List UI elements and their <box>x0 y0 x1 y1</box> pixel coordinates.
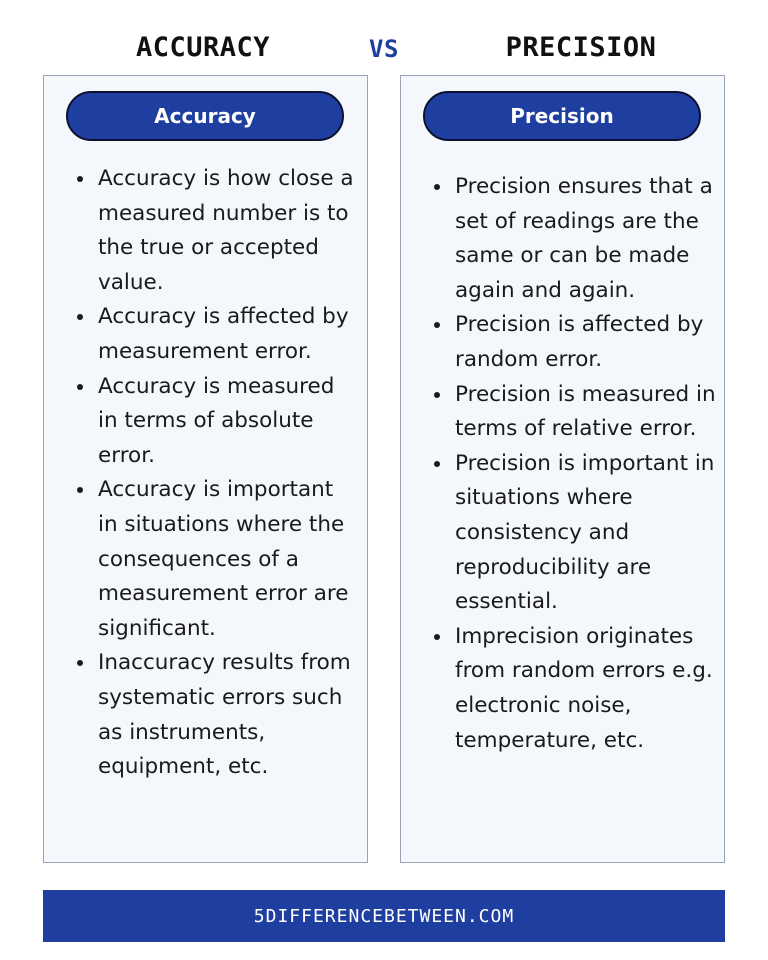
list-item: • Precision ensures that a set of readings are the same or can be made again and again. <box>453 170 716 308</box>
list-item: • Precision is measured in terms of relative error. <box>453 378 716 447</box>
list-item: • Precision is important in situations where consistency and reproducibility are essential. <box>453 447 716 620</box>
precision-title: PRECISION <box>505 32 657 63</box>
accuracy-heading: Accuracy <box>66 91 344 141</box>
list-item: • Accuracy is important in situations where the consequences of a measurement error are significant. <box>96 473 359 646</box>
accuracy-list <box>44 162 367 785</box>
list-item: • Accuracy is how close a measured number is to the true or accepted value. <box>96 162 359 300</box>
list-item: • Precision is affected by random error. <box>453 308 716 377</box>
list-item: • Accuracy is measured in terms of absolute error. <box>96 370 359 474</box>
precision-heading: Precision <box>423 91 701 141</box>
vs-label: VS <box>369 35 399 63</box>
accuracy-panel <box>43 75 368 863</box>
accuracy-title: ACCURACY <box>135 32 271 63</box>
precision-panel <box>400 75 725 863</box>
list-item: • Imprecision originates from random errors e.g. electronic noise, temperature, etc. <box>453 620 716 758</box>
list-item: • Accuracy is affected by measurement error. <box>96 300 359 369</box>
list-item: • Inaccuracy results from systematic errors such as instruments, equipment, etc. <box>96 646 359 784</box>
footer-site-label: 5DIFFERENCEBETWEEN.COM <box>253 905 515 927</box>
footer-banner <box>43 890 725 942</box>
precision-list <box>401 170 724 758</box>
